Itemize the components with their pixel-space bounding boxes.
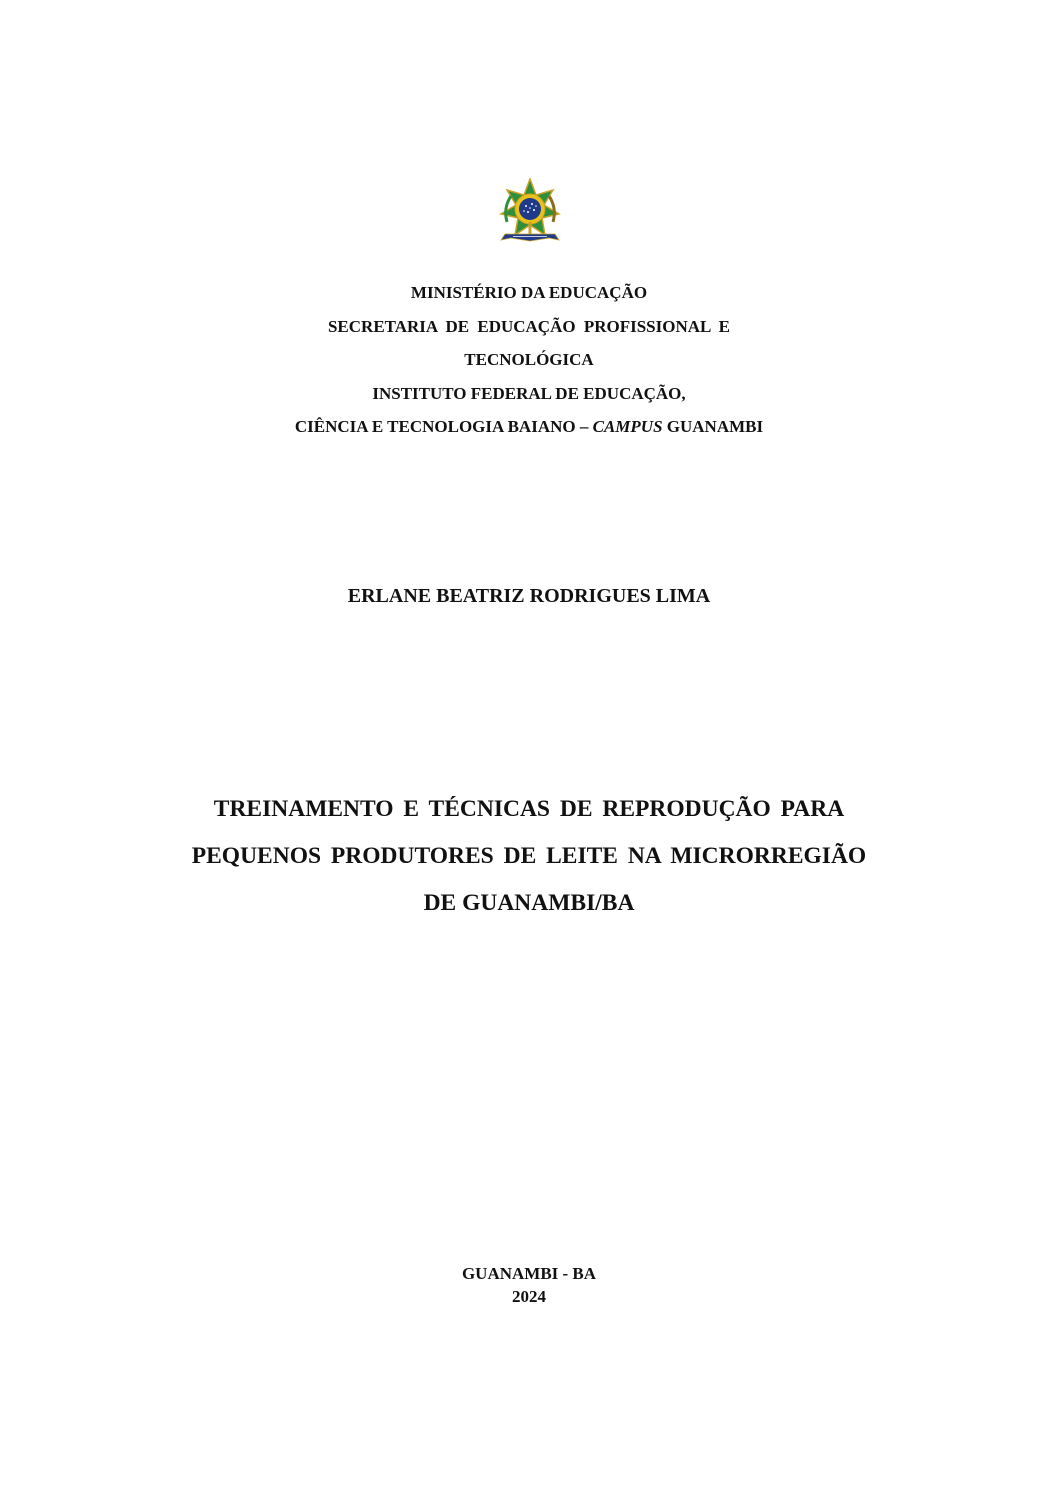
campus-line — [0, 410, 1058, 444]
secretariat-line-cont: TECNOLÓGICA — [464, 350, 594, 369]
campus-line-suffix: GUANAMBI — [662, 417, 764, 436]
title-line-1: TREINAMENTO E TÉCNICAS DE REPRODUÇÃO PARA — [213, 796, 845, 822]
campus-italic: CAMPUS — [592, 417, 663, 436]
brazil-coat-of-arms-icon — [499, 178, 561, 246]
secretariat-line: SECRETARIA DE EDUCAÇÃO PROFISSIONAL E — [327, 316, 731, 336]
author-name: ERLANE BEATRIZ RODRIGUES LIMA — [347, 585, 711, 607]
ministry-line: MINISTÉRIO DA EDUCAÇÃO — [410, 283, 648, 302]
place-and-year — [0, 1262, 1058, 1308]
institution-header — [0, 276, 1058, 444]
institute-line: INSTITUTO FEDERAL DE EDUCAÇÃO, — [372, 383, 686, 403]
place-text: GUANAMBI - BA — [461, 1264, 597, 1283]
year-text: 2024 — [512, 1287, 546, 1306]
campus-line-prefix: CIÊNCIA E TECNOLOGIA BAIANO – — [294, 417, 593, 436]
title-line-3: DE GUANAMBI/BA — [423, 890, 635, 916]
document-title — [0, 786, 1058, 927]
title-line-2: PEQUENOS PRODUTORES DE LEITE NA MICRORREGIÃO — [191, 843, 867, 869]
